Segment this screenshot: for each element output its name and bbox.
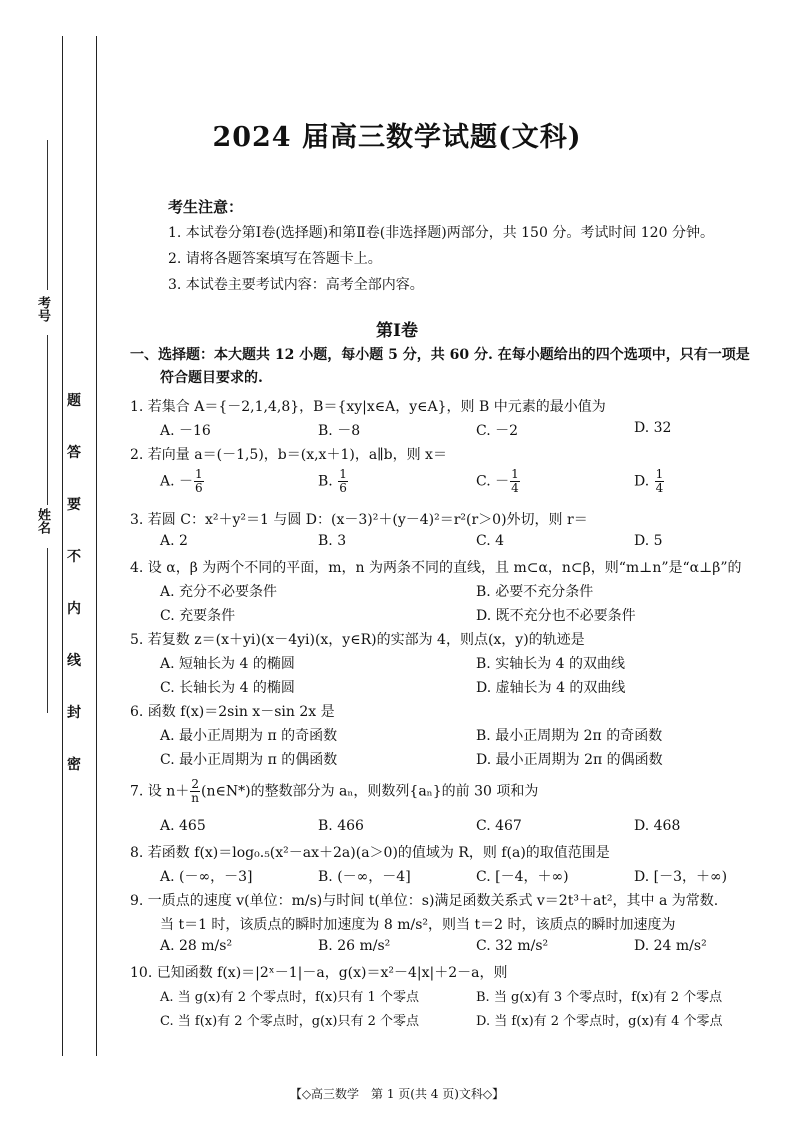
q7-option-d: D. 468 <box>634 818 681 834</box>
q2-option-c-prefix: C. － <box>476 473 510 490</box>
q4-option-c: C. 充要条件 <box>160 608 236 624</box>
q5-option-a: A. 短轴长为 4 的椭圆 <box>160 656 295 672</box>
numerator: 1 <box>511 467 519 481</box>
q2-option-b <box>318 468 349 495</box>
part-intro-line: 符合题目要求的. <box>160 370 263 386</box>
numerator: 1 <box>655 467 664 481</box>
q1-option-b: B. －8 <box>318 423 361 439</box>
seal-char: 要 <box>67 497 81 513</box>
question-5-stem: 5. 若复数 z＝(x＋yi)(x－4yi)(x，y∈R)的实部为 4，则点(x，y)的轨迹是 <box>130 632 585 648</box>
q1-option-c: C. －2 <box>476 423 519 439</box>
numerator: 1 <box>195 467 203 481</box>
denominator: 4 <box>655 481 664 495</box>
question-9-stem-cont: 当 t＝1 时，该质点的瞬时加速度为 8 m/s²，则当 t＝2 时，该质点的瞬时加速度为 <box>160 917 676 933</box>
q2-option-a-prefix: A. － <box>160 473 194 490</box>
question-9-stem: 9. 一质点的速度 v(单位：m/s)与时间 t(单位：s)满足函数关系式 v＝2t³＋at²，其中 a 为常数. <box>130 893 719 909</box>
question-10-stem: 10. 已知函数 f(x)＝|2ˣ－1|－a，g(x)＝x²－4|x|＋2－a，则 <box>130 965 508 981</box>
q10-option-c: C. 当 f(x)有 2 个零点时，g(x)只有 2 个零点 <box>160 1014 420 1029</box>
notice-item: 3. 本试卷主要考试内容：高考全部内容。 <box>168 277 424 293</box>
q7-stem-suffix: (n∈N*)的整数部分为 aₙ，则数列{aₙ}的前 30 项和为 <box>201 783 539 800</box>
question-7-stem <box>130 778 538 805</box>
q9-option-a: A. 28 m/s² <box>160 938 233 954</box>
q4-option-b: B. 必要不充分条件 <box>476 584 594 600</box>
question-4-stem: 4. 设 α，β 为两个不同的平面，m，n 为两条不同的直线，且 m⊂α，n⊂β，则“m⊥n”是“α⊥β”的 <box>130 560 742 576</box>
q10-option-d: D. 当 f(x)有 2 个零点时，g(x)有 4 个零点 <box>476 1014 723 1029</box>
seal-char: 密 <box>67 757 81 773</box>
question-2-stem: 2. 若向量 a＝(－1,5)，b＝(x,x＋1)，a∥b，则 x＝ <box>130 447 447 463</box>
q2-option-d-fraction <box>655 468 665 495</box>
q2-option-d-prefix: D. <box>634 473 654 490</box>
page-footer: 【◇高三数学 第 1 页(共 4 页)文科◇】 <box>289 1087 505 1101</box>
q9-option-b: B. 26 m/s² <box>318 938 391 954</box>
question-3-stem: 3. 若圆 C：x²＋y²＝1 与圆 D：(x－3)²＋(y－4)²＝r²(r＞0)外切，则 r＝ <box>130 512 588 528</box>
q2-option-c-fraction <box>510 468 520 495</box>
seal-char: 答 <box>67 445 81 461</box>
denominator: 6 <box>195 481 203 495</box>
q7-stem-prefix: 7. 设 n＋ <box>130 783 190 800</box>
seal-char: 封 <box>67 705 81 721</box>
question-1-stem: 1. 若集合 A＝{－2,1,4,8}，B＝{xy|x∈A，y∈A}，则 B 中元素的最小值为 <box>130 399 606 415</box>
denominator: 6 <box>339 481 347 495</box>
seal-char: 线 <box>67 653 81 669</box>
q5-option-d: D. 虚轴长为 4 的双曲线 <box>476 680 626 696</box>
q8-option-d: D. [－3，＋∞) <box>634 869 728 885</box>
q7-option-c: C. 467 <box>476 818 522 834</box>
name-blank-upper <box>47 335 48 505</box>
q7-option-a: A. 465 <box>160 818 206 834</box>
notice-heading: 考生注意： <box>168 198 244 216</box>
q6-option-a: A. 最小正周期为 π 的奇函数 <box>160 728 338 744</box>
q3-option-c: C. 4 <box>476 533 505 549</box>
q6-option-b: B. 最小正周期为 2π 的奇函数 <box>476 728 663 744</box>
section-title: 第Ⅰ卷 <box>376 321 418 341</box>
q7-fraction <box>190 778 200 805</box>
notice-item: 1. 本试卷分第Ⅰ卷(选择题)和第Ⅱ卷(非选择题)两部分，共 150 分。考试时间 120 分钟。 <box>168 225 714 241</box>
q5-option-c: C. 长轴长为 4 的椭圆 <box>160 680 295 696</box>
q2-option-c <box>476 468 521 495</box>
part-intro-line: 一、选择题：本大题共 12 小题，每小题 5 分，共 60 分. 在每小题给出的四个选项中，只有一项是 <box>130 347 750 363</box>
numerator: 2 <box>191 777 199 791</box>
denominator: n <box>191 791 200 805</box>
binding-line-inner <box>62 36 63 1056</box>
q3-option-a: A. 2 <box>160 533 188 549</box>
q4-option-d: D. 既不充分也不必要条件 <box>476 608 636 624</box>
exam-no-blank <box>47 140 48 290</box>
q7-option-b: B. 466 <box>318 818 364 834</box>
binding-margin <box>0 0 110 1123</box>
denominator: 4 <box>511 481 519 495</box>
q4-option-a: A. 充分不必要条件 <box>160 584 278 600</box>
q10-option-a: A. 当 g(x)有 2 个零点时，f(x)只有 1 个零点 <box>160 990 419 1005</box>
name-label: 姓名 <box>35 508 50 534</box>
q10-option-b: B. 当 g(x)有 3 个零点时，f(x)有 2 个零点 <box>476 990 723 1005</box>
q8-option-b: B. (－∞，－4] <box>318 869 411 885</box>
q2-option-d <box>634 468 665 495</box>
name-blank-lower <box>47 548 48 713</box>
q2-option-a-fraction <box>194 468 204 495</box>
q2-option-b-prefix: B. <box>318 473 338 490</box>
q3-option-b: B. 3 <box>318 533 347 549</box>
binding-line-outer <box>96 36 97 1056</box>
seal-char: 不 <box>67 549 81 565</box>
q8-option-c: C. [－4，＋∞) <box>476 869 569 885</box>
page-title: 2024 届高三数学试题(文科) <box>212 122 582 153</box>
seal-char: 题 <box>67 393 81 409</box>
q1-option-a: A. －16 <box>160 423 211 439</box>
exam-no-label: 考号 <box>35 296 50 322</box>
exam-notice <box>168 194 714 298</box>
q3-option-d: D. 5 <box>634 533 663 549</box>
q8-option-a: A. (－∞，－3] <box>160 869 253 885</box>
notice-item: 2. 请将各题答案填写在答题卡上。 <box>168 251 382 267</box>
seal-char: 内 <box>67 601 81 617</box>
q6-option-c: C. 最小正周期为 π 的偶函数 <box>160 752 338 768</box>
question-8-stem: 8. 若函数 f(x)＝log₀.₅(x²－ax＋2a)(a＞0)的值域为 R，则 f(a)的取值范围是 <box>130 845 610 861</box>
part-intro <box>130 344 770 390</box>
q9-option-c: C. 32 m/s² <box>476 938 549 954</box>
q6-option-d: D. 最小正周期为 2π 的偶函数 <box>476 752 663 768</box>
question-6-stem: 6. 函数 f(x)＝2sin x－sin 2x 是 <box>130 704 335 720</box>
q1-option-d: D. 32 <box>634 420 672 436</box>
q5-option-b: B. 实轴长为 4 的双曲线 <box>476 656 625 672</box>
numerator: 1 <box>339 467 347 481</box>
q2-option-a <box>160 468 205 495</box>
q2-option-b-fraction <box>338 468 348 495</box>
q9-option-d: D. 24 m/s² <box>634 938 707 954</box>
